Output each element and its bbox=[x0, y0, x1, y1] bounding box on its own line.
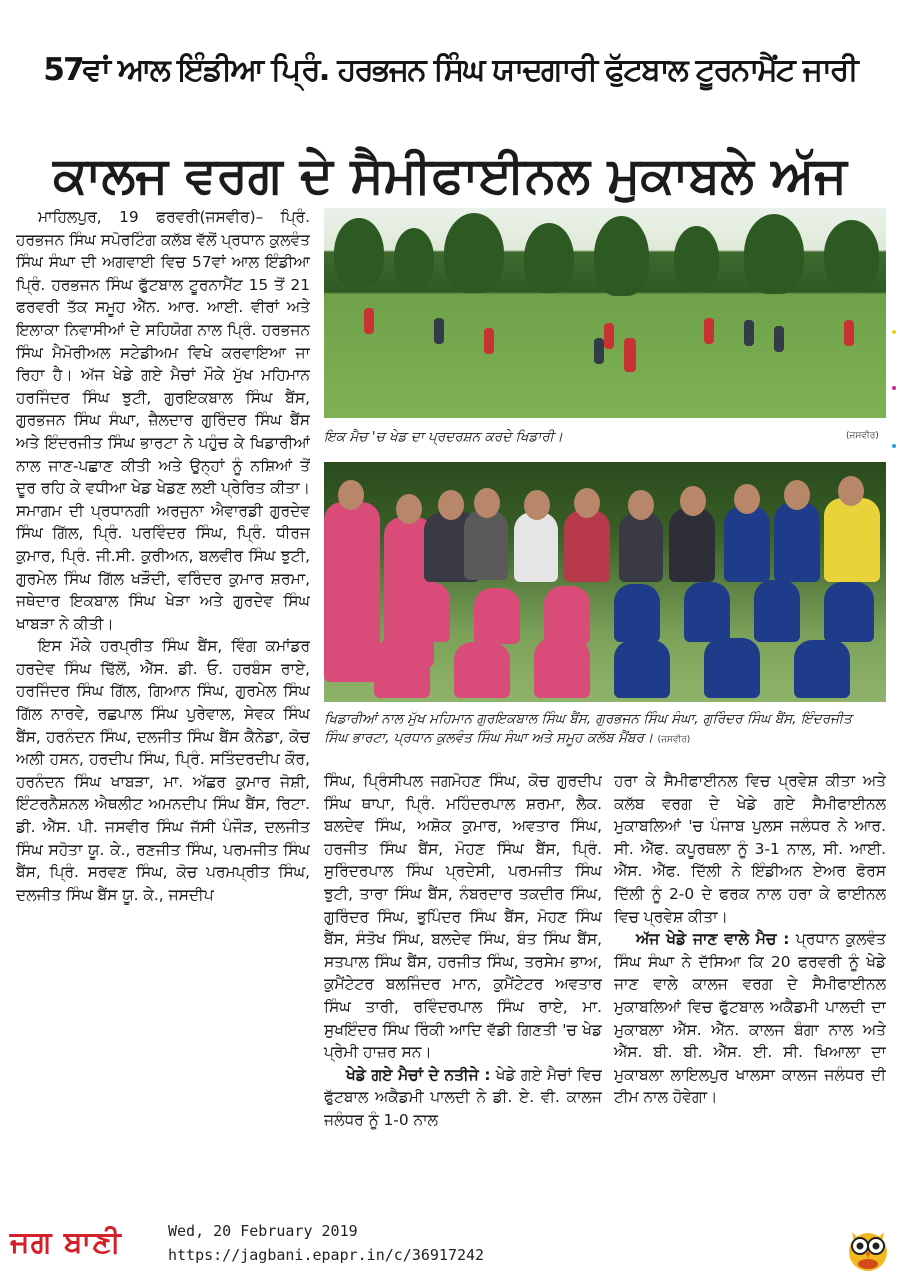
paragraph: ਮਾਹਿਲਪੁਰ, 19 ਫਰਵਰੀ(ਜਸਵੀਰ)– ਪ੍ਰਿੰ. ਹਰਭਜਨ ਸਿੰਘ ਸਪੋਰਟਿੰਗ ਕਲੱਬ ਵੱਲੋਂ ਪ੍ਰਧਾਨ ਕੁਲਵੰਤ ਸਿੰਘ ਸੰਘਾ ਦੀ ਅਗਵਾਈ ਵਿਚ 57ਵਾਂ ਆਲ ਇੰਡੀਆ ਪ੍ਰਿੰ. ਹਰਭਜਨ ਸਿੰਘ ਫੁੱਟਬਾਲ ਟੂਰਨਾਮੈਂਟ 15 ਤੋਂ 21 ਫਰਵਰੀ ਤੱਕ ਸਮੂਹ ਐੱਨ. ਆਰ. ਆਈ. ਵੀਰਾਂ ਅਤੇ ਇਲਾਕਾ ਨਿਵਾਸੀਆਂ ਦੇ ਸਹਿਯੋਗ ਨਾਲ ਪ੍ਰਿੰ. ਹਰਭਜਨ ਸਿੰਘ ਮੈਮੋਰੀਅਲ ਸਟੇਡੀਅਮ ਵਿਖੇ ਕਰਵਾਇਆ ਜਾ ਰਿਹਾ ਹੈ। ਅੱਜ ਖੇਡੇ ਗਏ ਮੈਚਾਂ ਮੌਕੇ ਮੁੱਖ ਮਹਿਮਾਨ ਹਰਜਿੰਦਰ ਸਿੰਘ ਝੁਟੀ, ਗੁਰਇਕਬਾਲ ਸਿੰਘ ਬੈਂਸ, ਗੁਰਭਜਨ ਸਿੰਘ ਸੰਘਾ, ਜ਼ੈਲਦਾਰ ਗੁਰਿੰਦਰ ਸਿੰਘ ਬੈਂਸ ਅਤੇ ਇੰਦਰਜੀਤ ਸਿੰਘ ਭਾਰਟਾ ਨੇ ਪਹੁੰਚ ਕੇ ਖਿਡਾਰੀਆਂ ਨਾਲ ਜਾਣ-ਪਛਾਣ ਕੀਤੀ ਅਤੇ ਉਨ੍ਹਾਂ ਨੂੰ ਨਸ਼ਿਆਂ ਤੋਂ ਦੂਰ ਰਹਿ ਕੇ ਵਧੀਆ ਖੇਡ ਖੇਡਣ ਲਈ ਪ੍ਰੇਰਿਤ ਕੀਤਾ। ਸਮਾਗਮ ਦੀ ਪ੍ਰਧਾਨਗੀ ਅਰਜੁਨਾ ਐਵਾਰਡੀ ਗੁਰਦੇਵ ਸਿੰਘ ਗਿੱਲ, ਪ੍ਰਿੰ. ਪਰਵਿੰਦਰ ਸਿੰਘ, ਪ੍ਰਿੰ. ਧੀਰਜ ਕੁਮਾਰ, ਪ੍ਰਿੰ. ਜੀ.ਸੀ. ਕੁਰੀਅਨ, ਬਲਵੀਰ ਸਿੰਘ ਝੁਟੀ, ਗੁਰਮੇਲ ਸਿੰਘ ਗਿੱਲ ਖੜੌਦੀ, ਵਰਿੰਦਰ ਕੁਮਾਰ ਸ਼ਰਮਾ, ਜਥੇਦਾਰ ਇਕਬਾਲ ਸਿੰਘ ਖੇੜਾ ਅਤੇ ਗੁਰਦੇਵ ਸਿੰਘ ਖਾਬੜਾ ਨੇ ਕੀਤੀ। bbox=[16, 208, 310, 633]
photo-credit: (ਜਸਵੀਰ) bbox=[657, 735, 691, 745]
paragraph bbox=[324, 1064, 602, 1132]
paragraph: ਹਰਾ ਕੇ ਸੈਮੀਫਾਈਨਲ ਵਿਚ ਪ੍ਰਵੇਸ਼ ਕੀਤਾ ਅਤੇ ਕਲੱਬ ਵਰਗ ਦੇ ਖੇਡੇ ਗਏ ਸੈਮੀਫਾਈਨਲ ਮੁਕਾਬਲਿਆਂ 'ਚ ਪੰਜਾਬ ਪੁਲਸ ਜਲੰਧਰ ਨੇ ਆਰ. ਸੀ. ਐੱਫ. ਕਪੂਰਥਲਾ ਨੂੰ 3-1 ਨਾਲ, ਸੀ. ਆਈ. ਐੱਸ. ਐੱਫ. ਦਿੱਲੀ ਨੇ ਇੰਡੀਅਨ ਏਅਰ ਫੋਰਸ ਦਿੱਲੀ ਨੂੰ 2-0 ਦੇ ਫਰਕ ਨਾਲ ਹਰਾ ਕੇ ਫਾਈਨਲ ਵਿਚ ਪ੍ਰਵੇਸ਼ ਕੀਤਾ। bbox=[614, 772, 886, 926]
match-photo bbox=[324, 208, 886, 418]
subheading: ਅੱਜ ਖੇਡੇ ਜਾਣ ਵਾਲੇ ਮੈਚ : bbox=[636, 930, 790, 949]
photo-credit: (ਜਸਵੀਰ) bbox=[846, 431, 879, 441]
margin-dot bbox=[892, 444, 896, 448]
paragraph bbox=[614, 928, 886, 1109]
paragraph: ਸਿੰਘ, ਪ੍ਰਿੰਸੀਪਲ ਜਗਮੋਹਣ ਸਿੰਘ, ਕੋਚ ਗੁਰਦੀਪ ਸਿੰਘ ਥਾਪਾ, ਪ੍ਰਿੰ. ਮਹਿੰਦਰਪਾਲ ਸ਼ਰਮਾ, ਲੈਕ. ਬਲਦੇਵ ਸਿੰਘ, ਅਸ਼ੋਕ ਕੁਮਾਰ, ਅਵਤਾਰ ਸਿੰਘ, ਹਰਜੀਤ ਸਿੰਘ ਬੈਂਸ, ਮੋਹਣ ਸਿੰਘ ਬੈਂਸ, ਪ੍ਰਿੰ. ਸੁਰਿੰਦਰਪਾਲ ਸਿੰਘ ਪ੍ਰਦੇਸੀ, ਪਰਮਜੀਤ ਸਿੰਘ ਝੁਟੀ, ਤਾਰਾ ਸਿੰਘ ਬੈਂਸ, ਨੰਬਰਦਾਰ ਤਕਦੀਰ ਸਿੰਘ, ਗੁਰਿੰਦਰ ਸਿੰਘ, ਭੁਪਿੰਦਰ ਸਿੰਘ ਬੈਂਸ, ਮੋਹਣ ਸਿੰਘ ਬੈਂਸ, ਸੰਤੋਖ ਸਿੰਘ, ਬਲਦੇਵ ਸਿੰਘ, ਬੰਤ ਸਿੰਘ ਬੈਂਸ, ਸਤਪਾਲ ਸਿੰਘ ਬੈਂਸ, ਹਰਜੀਤ ਸਿੰਘ, ਤਰਸੇਮ ਭਾਅ, ਕੁਮੈਂਟੇਟਰ ਬਲਜਿੰਦਰ ਮਾਨ, ਕੁਮੈਂਟੇਟਰ ਅਵਤਾਰ ਸਿੰਘ ਤਾਰੀ, ਰਵਿੰਦਰਪਾਲ ਸਿੰਘ ਰਾਏ, ਮਾ. ਸੁਖਇੰਦਰ ਸਿੰਘ ਰਿੰਕੀ ਆਦਿ ਵੱਡੀ ਗਿਣਤੀ 'ਚ ਖੇਡ ਪ੍ਰੇਮੀ ਹਾਜ਼ਰ ਸਨ। bbox=[324, 772, 602, 1062]
photo-caption: ਇਕ ਮੈਚ 'ਚ ਖੇਡ ਦਾ ਪ੍ਰਦਰਸ਼ਨ ਕਰਦੇ ਖਿਡਾਰੀ। bbox=[324, 429, 563, 445]
article-column-1 bbox=[16, 206, 310, 1206]
headline-sub: ਕਾਲਜ ਵਰਗ ਦੇ ਸੈਮੀਫਾਈਨਲ ਮੁਕਾਬਲੇ ਅੱਜ bbox=[53, 146, 847, 204]
photo-caption bbox=[324, 710, 864, 750]
photo-caption-text: ਖਿਡਾਰੀਆਂ ਨਾਲ ਮੁੱਖ ਮਹਿਮਾਨ ਗੁਰਇਕਬਾਲ ਸਿੰਘ ਬੈਂਸ, ਗੁਰਭਜਨ ਸਿੰਘ ਸੰਘਾ, ਗੁਰਿੰਦਰ ਸਿੰਘ ਬੈਂਸ, ਇੰਦਰਜੀਤ ਸਿੰਘ ਭਾਰਟਾ, ਪ੍ਰਧਾਨ ਕੁਲਵੰਤ ਸਿੰਘ ਸੰਘਾ ਅਤੇ ਸਮੂਹ ਕਲੱਬ ਮੈਂਬਰ। bbox=[324, 711, 852, 746]
subheading: ਖੇਡੇ ਗਏ ਮੈਚਾਂ ਦੇ ਨਤੀਜੇ : bbox=[346, 1065, 491, 1084]
team-photo bbox=[324, 462, 886, 702]
margin-dot bbox=[892, 330, 896, 334]
edition-date: Wed, 20 February 2019 bbox=[168, 1222, 358, 1240]
jagbani-logo: ਜਗ ਬਾਣੀ bbox=[10, 1225, 122, 1260]
margin-dot bbox=[892, 386, 896, 390]
paragraph-text: ਪ੍ਰਧਾਨ ਕੁਲਵੰਤ ਸਿੰਘ ਸੰਘਾ ਨੇ ਦੱਸਿਆ ਕਿ 20 ਫਰਵਰੀ ਨੂੰ ਖੇਡੇ ਜਾਣ ਵਾਲੇ ਕਾਲਜ ਵਰਗ ਦੇ ਸੈਮੀਫਾਈਨਲ ਮੁਕਾਬਲਿਆਂ ਵਿਚ ਫੁੱਟਬਾਲ ਅਕੈਡਮੀ ਪਾਲਦੀ ਦਾ ਮੁਕਾਬਲਾ ਐੱਸ. ਐੱਨ. ਕਾਲਜ ਬੰਗਾ ਨਾਲ ਅਤੇ ਐੱਸ. ਬੀ. ਬੀ. ਐੱਸ. ਈ. ਸੀ. ਖਿਆਲਾ ਦਾ ਮੁਕਾਬਲਾ ਲਾਇਲਪੁਰ ਖਾਲਸਾ ਕਾਲਜ ਜਲੰਧਰ ਦੀ ਟੀਮ ਨਾਲ ਹੋਵੇਗਾ। bbox=[614, 930, 886, 1107]
paragraph: ਇਸ ਮੌਕੇ ਹਰਪ੍ਰੀਤ ਸਿੰਘ ਬੈਂਸ, ਵਿੰਗ ਕਮਾਂਡਰ ਹਰਦੇਵ ਸਿੰਘ ਢਿੱਲੋਂ, ਐੱਸ. ਡੀ. ਓ. ਹਰਬੰਸ ਰਾਏ, ਹਰਜਿੰਦਰ ਸਿੰਘ ਗਿੱਲ, ਗਿਆਨ ਸਿੰਘ, ਗੁਰਮੇਲ ਸਿੰਘ ਗਿੱਲ ਨਾਰਵੇ, ਰਛਪਾਲ ਸਿੰਘ ਪੁਰੇਵਾਲ, ਸੇਵਕ ਸਿੰਘ ਬੈਂਸ, ਹਰਨੰਦਨ ਸਿੰਘ, ਦਲਜੀਤ ਸਿੰਘ ਬੈਂਸ ਕੈਨੇਡਾ, ਕੋਚ ਅਲੀ ਹਸਨ, ਹਰਦੀਪ ਸਿੰਘ, ਪ੍ਰਿੰ. ਸਤਿੰਦਰਦੀਪ ਕੌਰ, ਹਰਨੰਦਨ ਸਿੰਘ ਖਾਬੜਾ, ਮਾ. ਅੱਛਰ ਕੁਮਾਰ ਜੋਸ਼ੀ, ਇੰਟਰਨੈਸ਼ਨਲ ਐਥਲੀਟ ਅਮਨਦੀਪ ਸਿੰਘ ਬੈਂਸ, ਰਿਟਾ. ਡੀ. ਐੱਸ. ਪੀ. ਜਸਵੀਰ ਸਿੰਘ ਜੱਸੀ ਪੰਜੌੜ, ਦਲਜੀਤ ਸਿੰਘ ਸਹੋਤਾ ਯੂ. ਕੇ., ਰਣਜੀਤ ਸਿੰਘ, ਪਰਮਜੀਤ ਸਿੰਘ ਬੈਂਸ, ਪ੍ਰਿੰ. ਸਰਵਣ ਸਿੰਘ, ਕੋਚ ਪਰਮਪ੍ਰੀਤ ਸਿੰਘ, ਦਲਜੀਤ ਸਿੰਘ ਬੈਂਸ ਯੂ. ਕੇ., ਜਸਦੀਪ bbox=[16, 637, 310, 904]
owl-mascot-icon bbox=[846, 1222, 890, 1272]
headline-main: 57ਵਾਂ ਆਲ ਇੰਡੀਆ ਪ੍ਰਿੰ. ਹਰਭਜਨ ਸਿੰਘ ਯਾਦਗਾਰੀ ਫੁੱਟਬਾਲ ਟੂਰਨਾਮੈਂਟ ਜਾਰੀ bbox=[43, 52, 857, 88]
paragraph-text: ਖੇਡੇ ਗਏ ਮੈਚਾਂ ਵਿਚ ਫੁੱਟਬਾਲ ਅਕੈਡਮੀ ਪਾਲਦੀ ਨੇ ਡੀ. ਏ. ਵੀ. ਕਾਲਜ ਜਲੰਧਰ ਨੂੰ 1-0 ਨਾਲ bbox=[324, 1065, 602, 1129]
edition-url[interactable]: https://jagbani.epapr.in/c/36917242 bbox=[168, 1246, 485, 1264]
article-column-2 bbox=[324, 770, 602, 1206]
article-column-3 bbox=[614, 770, 886, 1206]
